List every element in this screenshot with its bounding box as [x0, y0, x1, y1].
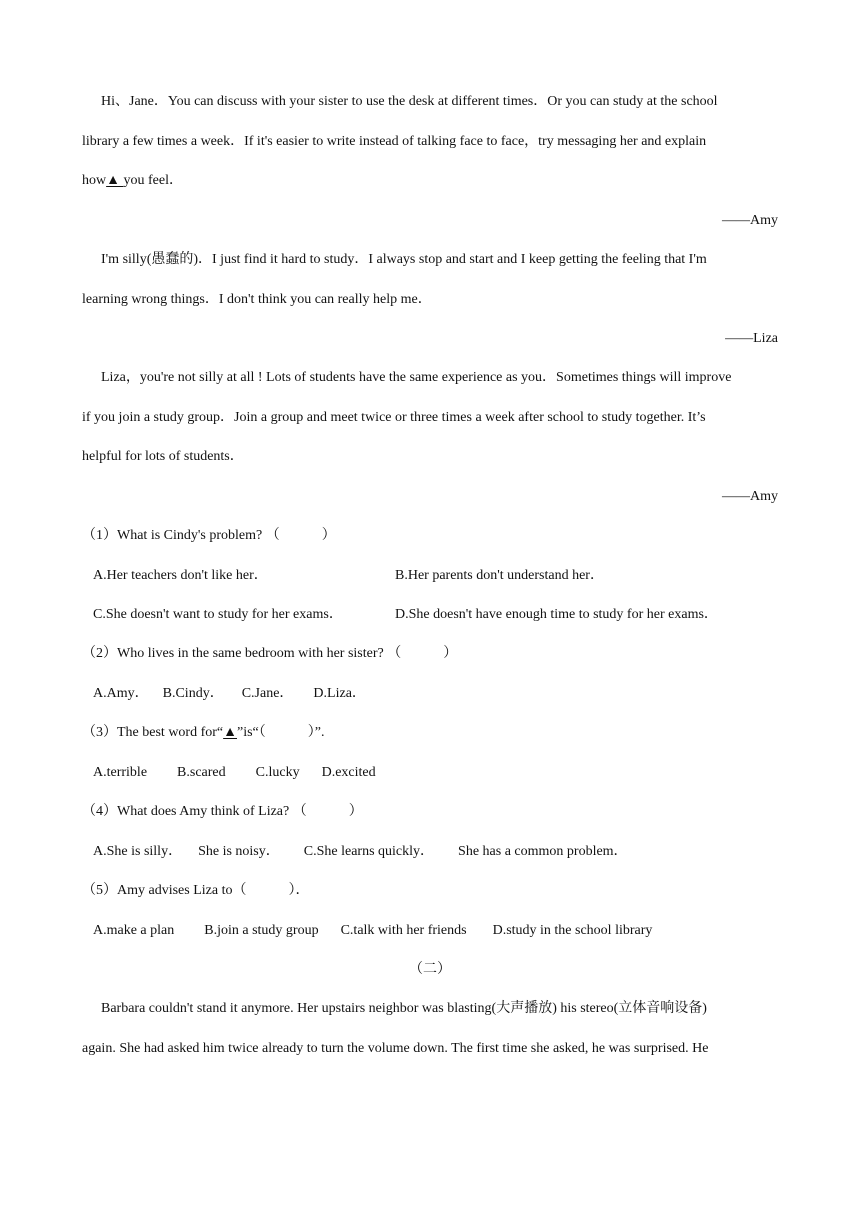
- option-a: A.She is silly．: [93, 844, 183, 859]
- text-fragment: you feel．: [123, 173, 183, 188]
- question-stem: （1）What is Cindy's problem? （ ）: [82, 528, 336, 543]
- option-d: D.She doesn't have enough time to study for her exams．: [395, 607, 718, 622]
- paragraph-line: again. She had asked him twice already to turn the volume down. The first time she asked, he was surprised. He: [82, 1041, 709, 1056]
- option-c: C.She doesn't want to study for her exams．: [93, 607, 343, 622]
- option-row: [93, 763, 793, 783]
- question-stem: （5）Amy advises Liza to（ ）．: [82, 883, 310, 898]
- option-c: C.talk with her friends: [340, 923, 467, 938]
- paragraph-line: [82, 171, 782, 191]
- paragraph-line: Barbara couldn't stand it anymore. Her upstairs neighbor was blasting(大声播放) his stereo(立体音响设备): [101, 1001, 707, 1016]
- option-a: A.Amy．: [93, 686, 149, 701]
- option-d: D.Liza．: [313, 686, 366, 701]
- question-stem: （4）What does Amy think of Liza? （ ）: [82, 804, 363, 819]
- text-fragment: how: [82, 173, 107, 188]
- option-a: A.Her teachers don't like her．: [93, 568, 268, 583]
- option-b: She is noisy．: [198, 844, 280, 859]
- blank-mark: ▲: [223, 725, 237, 740]
- option-b: B.join a study group: [204, 923, 319, 938]
- option-b: B.scared: [177, 765, 226, 780]
- option-b: B.Her parents don't understand her．: [395, 568, 604, 583]
- option-d: D.excited: [321, 765, 376, 780]
- option-row: [93, 921, 793, 941]
- signature-liza: ——Liza: [725, 331, 778, 346]
- paragraph-line: Hi、Jane．You can discuss with your sister to use the desk at different times．Or you can study at the school: [101, 94, 718, 109]
- paragraph-line: learning wrong things．I don't think you can really help me．: [82, 292, 432, 307]
- option-row: [93, 842, 793, 862]
- question-stem: （2）Who lives in the same bedroom with her sister? （ ）: [82, 646, 458, 661]
- blank-mark: ▲: [106, 173, 124, 188]
- question-stem: [82, 723, 782, 743]
- option-c: C.lucky: [255, 765, 300, 780]
- paragraph-line: Liza，you're not silly at all ! Lots of students have the same experience as you．Sometimes things will improve: [101, 370, 732, 385]
- option-a: A.make a plan: [93, 923, 175, 938]
- option-c: C.She learns quickly．: [303, 844, 435, 859]
- option-row: [93, 684, 793, 704]
- paragraph-line: helpful for lots of students．: [82, 449, 244, 464]
- signature-amy: ——Amy: [722, 213, 778, 228]
- option-d: She has a common problem．: [458, 844, 628, 859]
- option-c: C.Jane．: [241, 686, 294, 701]
- text-fragment: ”is“（ ）”.: [237, 725, 325, 740]
- paragraph-line: library a few times a week．If it's easier to write instead of talking face to face，try messaging her and explain: [82, 134, 707, 149]
- text-fragment: （3）The best word for“: [82, 725, 224, 740]
- signature-amy: ——Amy: [722, 489, 778, 504]
- paragraph-line: I'm silly(愚蠢的)．I just find it hard to study．I always stop and start and I keep getting the feeling that I'm: [101, 252, 707, 267]
- option-b: B.Cindy．: [162, 686, 224, 701]
- section-heading: （二）: [409, 962, 451, 977]
- option-d: D.study in the school library: [492, 923, 653, 938]
- option-a: A.terrible: [93, 765, 148, 780]
- paragraph-line: if you join a study group．Join a group and meet twice or three times a week after school to study together. It’s: [82, 410, 706, 425]
